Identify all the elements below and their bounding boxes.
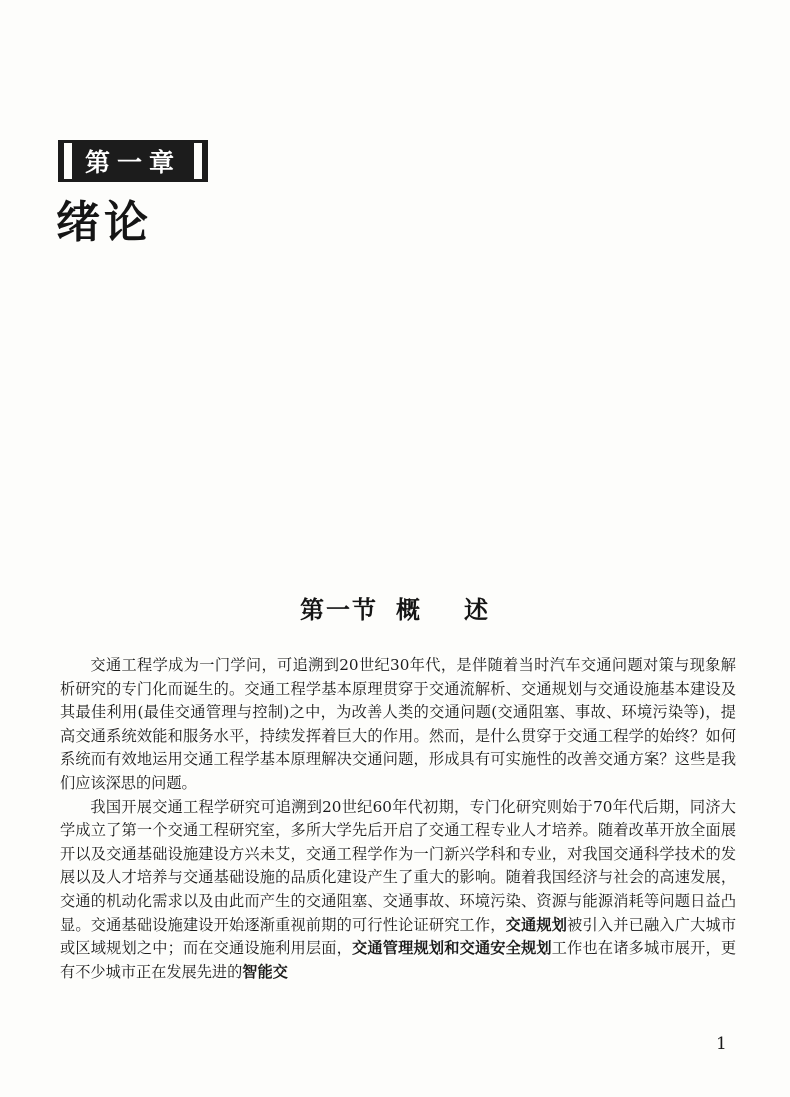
section-title-part1: 概 [396,595,422,624]
bold-term-traffic-planning: 交通规划 [505,915,568,934]
paragraph-1: 交通工程学成为一门学问，可追溯到20世纪30年代，是伴随着当时汽车交通问题对策与现象解析研究的专门化而诞生的。交通工程学基本原理贯穿于交通流解析、交通规划与交通设施基本建设及其最佳利用(最佳交通管理与控制)之中，为改善人类的交通问题(交通阻塞、事故、环境污染等)，提高交通系统效能和服务水平，持续发挥着巨大的作用。然而，是什么贯穿于交通工程学的始终？如何系统而有效地运用交通工程学基本原理解决交通问题，形成具有可实施性的改善交通方案？这些是我们应该深思的问题。 [60,656,736,792]
chapter-banner [58,140,208,182]
section-number: 第一节 [300,595,378,624]
bold-term-management-safety-planning: 交通管理规划和交通安全规划 [352,939,552,958]
chapter-label: 第一章 [84,148,181,177]
paragraph-2 [60,796,736,985]
paragraph-2-text-c: 被引入并已融入广大城市或区域规划之中；而在交通设施利用层面， [60,915,737,958]
body-text [60,654,736,984]
paragraph-2-text-d: 工作也在诸多城市展开，更有不少城市正在发展先进的 [60,939,737,981]
page-number: 1 [716,1034,727,1054]
banner-left-bar [64,143,72,179]
banner-right-bar [194,143,202,179]
section-title [0,590,790,625]
bold-term-intelligent-traffic: 智能交 [242,962,288,981]
paragraph-2-text-a: 我国开展交通工程学研究可追溯到20世纪60年代初期，专门化研究则始于70年代后期，同济大学成立了第一个交通工程研究室，多所大学先后开启了交通工程专业人才培养。随着改革开放全面展开以及交通基础设施建设方兴未艾，交通工程学作为一门新兴学科和专业，对我国交通科学技术的发展以及人才培养与交通基础设施的品质化建设产生了重大的影响。随着我国经济与社会的高速发展，交通的机动化需求以及由此而产生的交通阻塞、交通事故、环境污染、资源与能源消耗等问题日益凸显。交通基础设施建设开始逐渐重视前期的可行性论证研究工作， [60,797,736,934]
chapter-title: 绪论 [56,197,152,248]
section-title-part2: 述 [464,595,490,624]
